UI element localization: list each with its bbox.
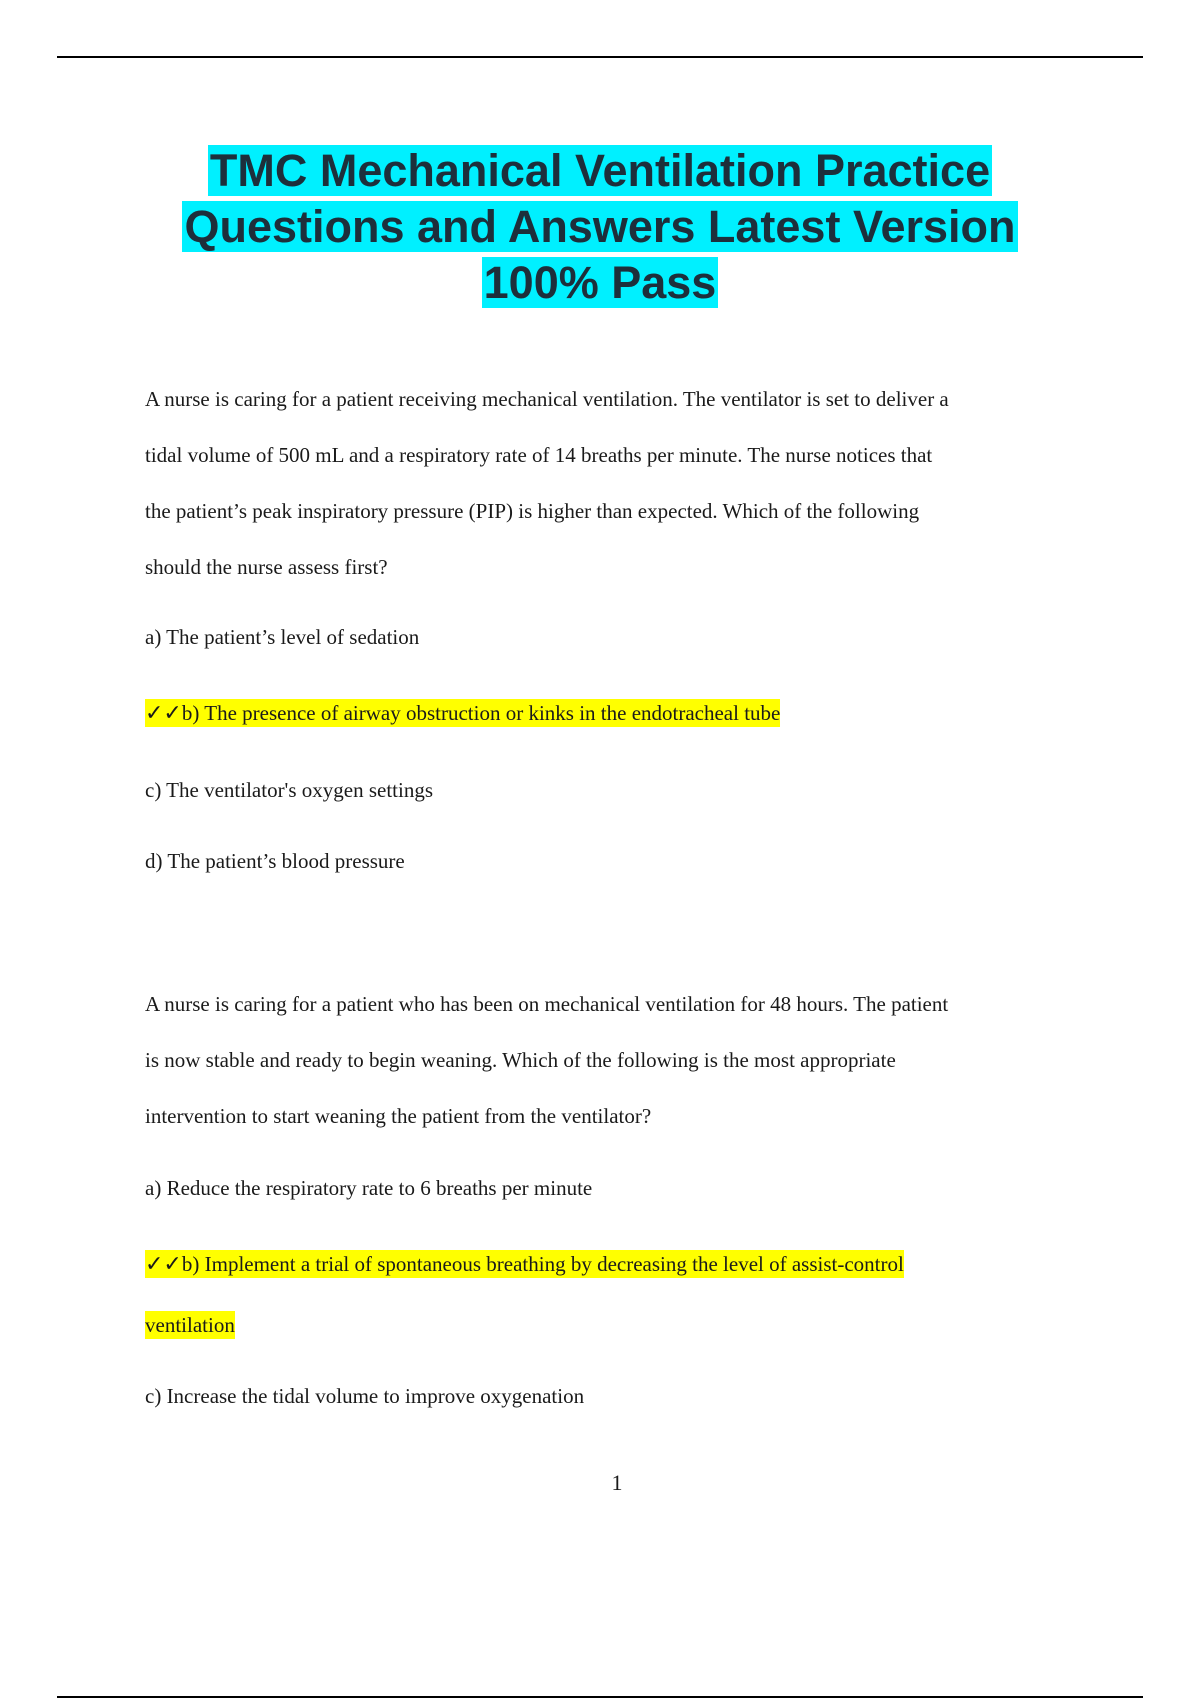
question-2-option-b-correct [145,1249,904,1280]
bottom-rule [57,1696,1143,1698]
question-1-option-a: a) The patient’s level of sedation [145,625,420,649]
title-line-3: 100% Pass [483,257,717,308]
question-1-stem-line: tidal volume of 500 mL and a respiratory rate of 14 breaths per minute. The nurse notices that [145,443,933,467]
double-check-icon: ✓✓ [145,701,182,726]
question-2-option-b-text-line-1: b) Implement a trial of spontaneous breathing by decreasing the level of assist-control [181,1252,904,1276]
question-2-option-c: c) Increase the tidal volume to improve oxygenation [145,1384,585,1408]
question-1-stem [145,371,1080,595]
question-2-stem-line: A nurse is caring for a patient who has been on mechanical ventilation for 48 hours. The patient [145,992,949,1016]
answer-highlight: ventilation [145,1313,235,1337]
document-title [60,143,1140,311]
question-2-option-b-continuation [145,1310,235,1340]
answer-highlight [145,699,780,727]
question-2-stem [145,976,1080,1144]
double-check-icon: ✓✓ [145,1252,182,1277]
question-1-option-d: d) The patient’s blood pressure [145,849,405,873]
page-number: 1 [611,1470,623,1495]
question-1-stem-line: should the nurse assess first? [145,555,388,579]
question-1-stem-line: A nurse is caring for a patient receiving mechanical ventilation. The ventilator is set to deliver a [145,387,949,411]
title-line-2: Questions and Answers Latest Version [184,201,1016,252]
question-1-option-c: c) The ventilator's oxygen settings [145,778,434,802]
question-2-stem-line: intervention to start weaning the patient from the ventilator? [145,1104,652,1128]
title-line-1: TMC Mechanical Ventilation Practice [209,145,991,196]
question-1-stem-line: the patient’s peak inspiratory pressure (PIP) is higher than expected. Which of the following [145,499,920,523]
answer-highlight [145,1250,904,1278]
question-2-stem-line: is now stable and ready to begin weaning. Which of the following is the most appropriate [145,1048,896,1072]
top-rule [57,56,1143,58]
question-1-option-b-text: b) The presence of airway obstruction or kinks in the endotracheal tube [181,701,781,725]
question-1-option-b-correct [145,698,780,729]
question-2-option-a: a) Reduce the respiratory rate to 6 breaths per minute [145,1176,593,1200]
